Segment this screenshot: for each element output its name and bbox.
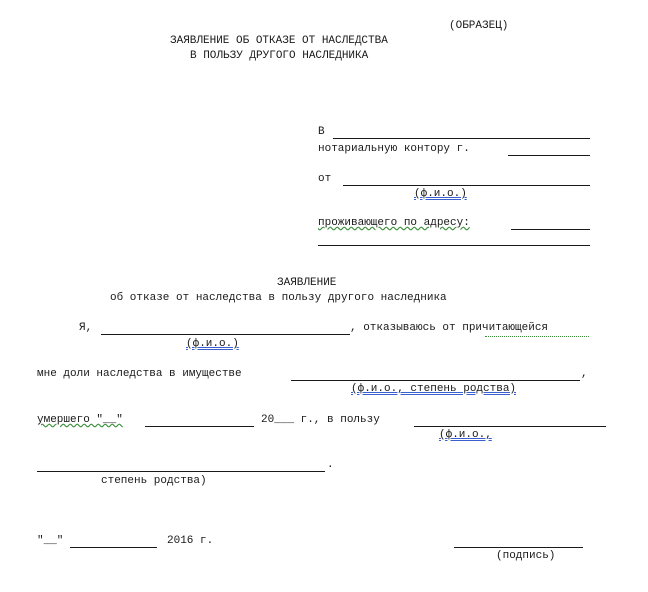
address-line-2[interactable] (318, 245, 590, 246)
fio-caption-heir (186, 338, 239, 351)
renounce-text-value: , отказываюсь от причитающейся (350, 322, 549, 334)
fio-caption-beneficiary (439, 429, 492, 442)
heir-name-line[interactable] (101, 334, 350, 335)
beneficiary-line[interactable] (414, 426, 606, 427)
deceased-label-text: умершего "__" (37, 414, 123, 426)
title-line-2: В ПОЛЬЗУ ДРУГОГО НАСЛЕДНИКА (190, 50, 369, 62)
fio-caption-heir-text: (ф.и.о.) (186, 338, 239, 350)
notary-label-text: нотариальную контору г. (318, 143, 470, 155)
comma: , (581, 368, 588, 380)
residing-label (318, 217, 470, 230)
death-date-line[interactable] (145, 426, 254, 427)
signature-line[interactable] (454, 547, 583, 548)
date-month-line[interactable] (70, 547, 157, 548)
spell-underline (485, 336, 589, 337)
fio-relation-caption (351, 383, 516, 396)
signature-caption: (подпись) (496, 550, 556, 562)
fio-caption-beneficiary-text: (ф.и.о., (439, 429, 492, 441)
fio-relation-caption-text: (ф.и.о., степень родства) (351, 383, 517, 395)
title-line-1: ЗАЯВЛЕНИЕ ОБ ОТКАЗЕ ОТ НАСЛЕДСТВА (170, 35, 388, 47)
fio-caption-top-text: (ф.и.о.) (414, 188, 467, 200)
date-day: "__" (37, 535, 64, 547)
property-line[interactable] (291, 380, 580, 381)
notary-label (318, 143, 470, 156)
deceased-label (37, 414, 123, 427)
fio-caption-top (414, 188, 467, 201)
address-line-1[interactable] (511, 229, 590, 230)
relation-caption: степень родства) (101, 475, 207, 487)
renounce-text (350, 322, 548, 335)
to-prefix: В (318, 126, 325, 138)
sample-label: (ОБРАЗЕЦ) (449, 20, 509, 32)
city-line[interactable] (508, 155, 590, 156)
residing-label-text: проживающего по адресу: (318, 217, 470, 229)
applicant-name-line[interactable] (343, 185, 590, 186)
notary-office-line[interactable] (333, 138, 590, 139)
period: . (327, 459, 334, 471)
date-year: 2016 г. (167, 535, 214, 547)
statement-heading: ЗАЯВЛЕНИЕ (277, 277, 337, 289)
statement-subheading: об отказе от наследства в пользу другого наследника (110, 292, 447, 304)
share-text: мне доли наследства в имуществе (37, 368, 242, 380)
year-text: 20___ г., в пользу (261, 414, 380, 426)
from-prefix: от (318, 173, 332, 185)
i-prefix: Я, (79, 322, 93, 334)
beneficiary-relation-line[interactable] (37, 471, 325, 472)
